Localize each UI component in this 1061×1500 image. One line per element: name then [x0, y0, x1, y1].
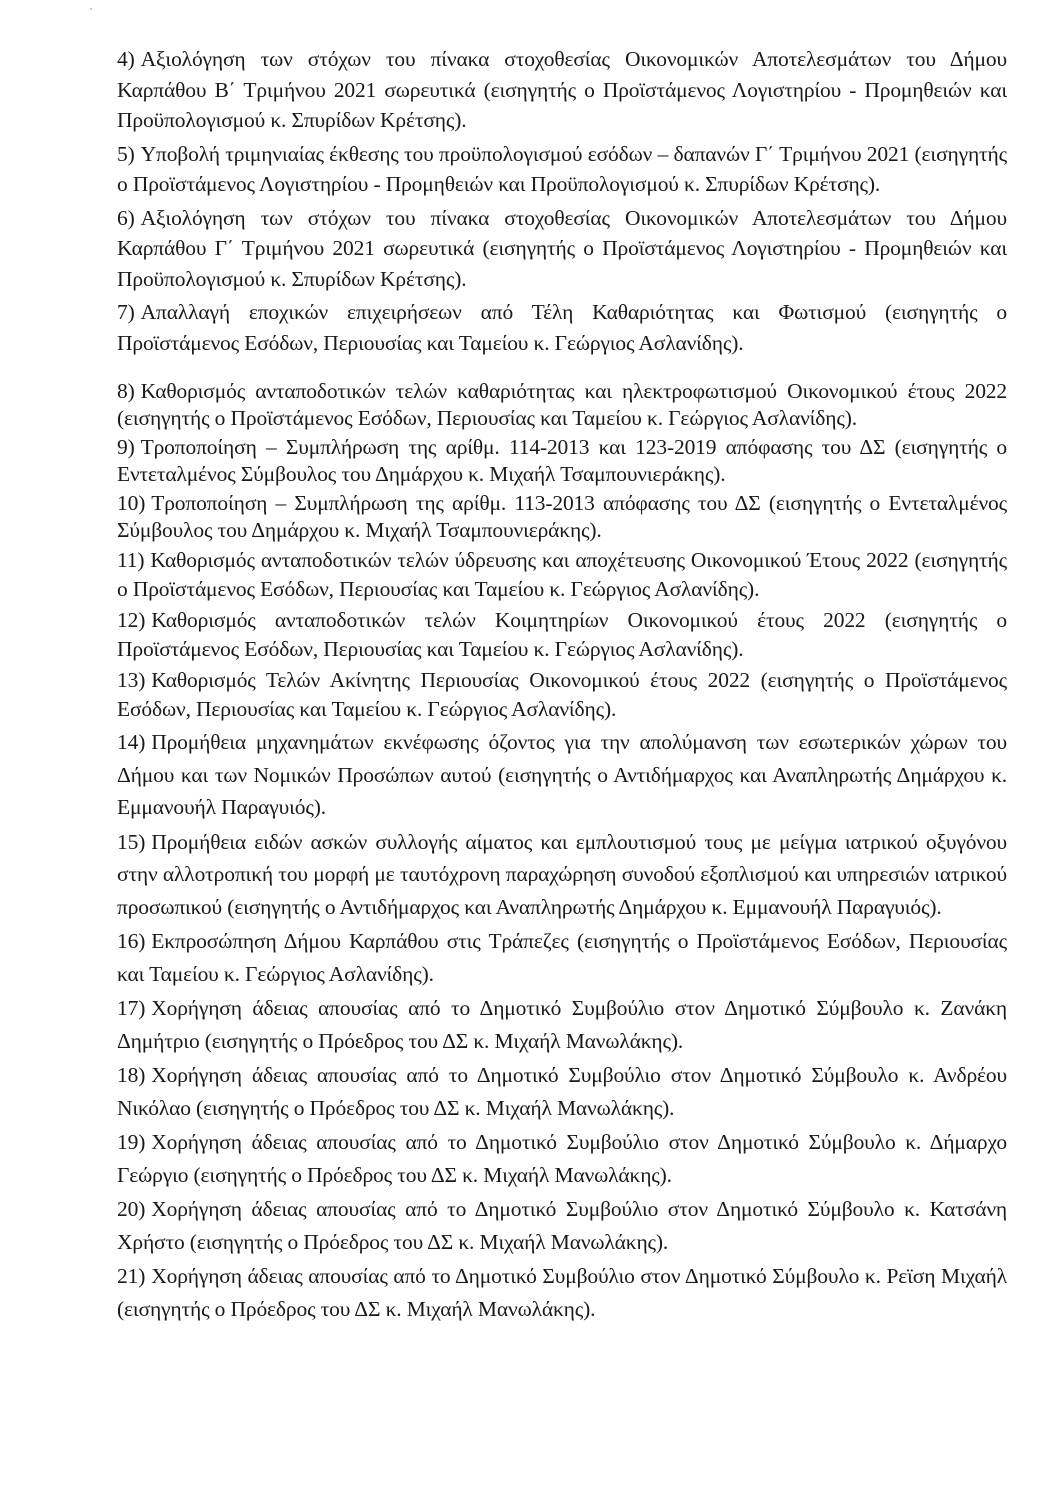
agenda-item-4: [117, 44, 1007, 136]
agenda-item-11: [117, 546, 1007, 603]
item-text: Απαλλαγή εποχικών επιχειρήσεων από Τέλη Καθαριότητας και Φωτισμού (εισηγητής ο Προϊστάμενος Εσόδων, Περιουσίας και Ταμείου κ. Γεώργιος Ασλανίδης).: [117, 300, 1007, 355]
item-number: 21): [117, 1264, 146, 1288]
item-number: 15): [117, 829, 146, 854]
agenda-item-6: [117, 203, 1007, 295]
agenda-item-10: [117, 490, 1007, 544]
item-number: 13): [117, 668, 146, 692]
item-text: Καθορισμός Τελών Ακίνητης Περιουσίας Οικονομικού έτους 2022 (εισηγητής ο Προϊστάμενος Εσόδων, Περιουσίας και Ταμείου κ. Γεώργιος Ασλανίδης).: [117, 668, 1007, 721]
agenda-item-13: [117, 666, 1007, 723]
item-number: 19): [117, 1130, 146, 1154]
item-number: 7): [117, 300, 135, 324]
item-text: Προμήθεια μηχανημάτων εκνέφωσης όζοντος για την απολύμανση των εσωτερικών χώρων του Δήμου και των Νομικών Προσώπων αυτού (εισηγητής ο Αντιδήμαρχος και Αναπληρωτής Δημάρχου κ. Εμμανουήλ Παραγυιός).: [117, 730, 1007, 819]
item-number: 20): [117, 1197, 146, 1221]
agenda-item-8: [117, 378, 1007, 432]
item-text: Προμήθεια ειδών ασκών συλλογής αίματος και εμπλουτισμού τους με μείγμα ιατρικού οξυγόνου στην αλλοτροπική του μορφή με ταυτόχρονη παραχώρηση συνοδού εξοπλισμού και υπηρεσιών ιατρικού προσωπικού (εισηγητής ο Αντιδήμαρχος και Αναπληρωτής Δημάρχου κ. Εμμανουήλ Παραγυιός).: [117, 829, 1007, 919]
item-number: 12): [117, 608, 146, 632]
agenda-item-7: [117, 297, 1007, 358]
item-text: Καθορισμός ανταποδοτικών τελών καθαριότητας και ηλεκτροφωτισμού Οικονομικού έτους 2022 (εισηγητής ο Προϊστάμενος Εσόδων, Περιουσίας και Ταμείου κ. Γεώργιος Ασλανίδης).: [117, 379, 1007, 430]
item-text: Χορήγηση άδειας απουσίας από το Δημοτικό Συμβούλιο στον Δημοτικό Σύμβουλο κ. Ρεϊση Μιχαήλ (εισηγητής ο Πρόεδρος του ΔΣ κ. Μιχαήλ Μανωλάκης).: [117, 1264, 1007, 1321]
item-number: 5): [117, 141, 135, 166]
item-number: 9): [117, 435, 135, 459]
item-number: 16): [117, 929, 146, 953]
item-text: Υποβολή τριμηνιαίας έκθεσης του προϋπολογισμού εσόδων – δαπανών Γ΄ Τριμήνου 2021 (εισηγητής ο Προϊστάμενος Λογιστηρίου - Προμηθειών και Προϋπολογισμού κ. Σπυρίδων Κρέτσης).: [117, 141, 1007, 196]
item-number: 4): [117, 47, 135, 71]
item-text: Αξιολόγηση των στόχων του πίνακα στοχοθεσίας Οικονομικών Αποτελεσμάτων του Δήμου Καρπάθου Γ΄ Τριμήνου 2021 σωρευτικά (εισηγητής ο Προϊστάμενος Λογιστηρίου - Προμηθειών και Προϋπολογισμού κ. Σπυρίδων Κρέτσης).: [117, 205, 1007, 291]
item-number: 18): [117, 1063, 146, 1087]
agenda-item-14: [117, 726, 1007, 824]
item-number: 14): [117, 730, 146, 754]
item-number: 11): [117, 548, 145, 572]
agenda-item-20: [117, 1193, 1007, 1258]
item-text: Χορήγηση άδειας απουσίας από το Δημοτικό Συμβούλιο στον Δημοτικό Σύμβουλο κ. Ζανάκη Δημήτριο (εισηγητής ο Πρόεδρος του ΔΣ κ. Μιχαήλ Μανωλάκης).: [117, 996, 1007, 1053]
item-text: Αξιολόγηση των στόχων του πίνακα στοχοθεσίας Οικονομικών Αποτελεσμάτων του Δήμου Καρπάθου Β΄ Τριμήνου 2021 σωρευτικά (εισηγητής ο Προϊστάμενος Λογιστηρίου - Προμηθειών και Προϋπολογισμού κ. Σπυρίδων Κρέτσης).: [117, 47, 1007, 132]
agenda-item-16: [117, 925, 1007, 990]
item-text: Εκπροσώπηση Δήμου Καρπάθου στις Τράπεζες (εισηγητής ο Προϊστάμενος Εσόδων, Περιουσίας και Ταμείου κ. Γεώργιος Ασλανίδης).: [117, 929, 1007, 986]
item-text: Καθορισμός ανταποδοτικών τελών ύδρευσης και αποχέτευσης Οικονομικού Έτους 2022 (εισηγητής ο Προϊστάμενος Εσόδων, Περιουσίας και Ταμείου κ. Γεώργιος Ασλανίδης).: [117, 548, 1007, 601]
item-text: Χορήγηση άδειας απουσίας από το Δημοτικό Συμβούλιο στον Δημοτικό Σύμβουλο κ. Κατσάνη Χρήστο (εισηγητής ο Πρόεδρος του ΔΣ κ. Μιχαήλ Μανωλάκης).: [117, 1197, 1007, 1254]
agenda-page: [117, 44, 1007, 1327]
agenda-item-19: [117, 1126, 1007, 1191]
item-text: Τροποποίηση – Συμπλήρωση της αρίθμ. 113-2013 απόφασης του ΔΣ (εισηγητής ο Εντεταλμένος Σύμβουλος του Δημάρχου κ. Μιχαήλ Τσαμπουνιεράκης).: [117, 491, 1007, 542]
agenda-item-12: [117, 606, 1007, 663]
item-number: 6): [117, 205, 135, 230]
item-number: 17): [117, 996, 146, 1020]
item-number: 10): [117, 491, 146, 515]
agenda-item-17: [117, 992, 1007, 1057]
agenda-item-9: [117, 434, 1007, 488]
agenda-item-21: [117, 1260, 1007, 1325]
item-text: Καθορισμός ανταποδοτικών τελών Κοιμητηρίων Οικονομικού έτους 2022 (εισηγητής ο Προϊστάμενος Εσόδων, Περιουσίας και Ταμείου κ. Γεώργιος Ασλανίδης).: [117, 608, 1007, 661]
item-text: Χορήγηση άδειας απουσίας από το Δημοτικό Συμβούλιο στον Δημοτικό Σύμβουλο κ. Ανδρέου Νικόλαο (εισηγητής ο Πρόεδρος του ΔΣ κ. Μιχαήλ Μανωλάκης).: [117, 1063, 1007, 1120]
item-text: Τροποποίηση – Συμπλήρωση της αρίθμ. 114-2013 και 123-2019 απόφασης του ΔΣ (εισηγητής ο Εντεταλμένος Σύμβουλος του Δημάρχου κ. Μιχαήλ Τσαμπουνιεράκης).: [117, 435, 1007, 486]
scan-speck: [90, 8, 92, 10]
item-number: 8): [117, 379, 135, 403]
agenda-item-5: [117, 139, 1007, 200]
agenda-item-18: [117, 1059, 1007, 1124]
item-text: Χορήγηση άδειας απουσίας από το Δημοτικό Συμβούλιο στον Δημοτικό Σύμβουλο κ. Δήμαρχο Γεώργιο (εισηγητής ο Πρόεδρος του ΔΣ κ. Μιχαήλ Μανωλάκης).: [117, 1130, 1007, 1187]
agenda-item-15: [117, 826, 1007, 924]
